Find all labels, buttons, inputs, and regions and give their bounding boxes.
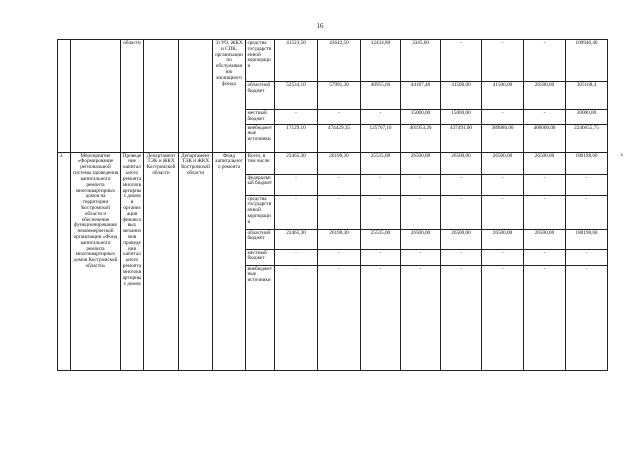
- cell-value: 26500,00: [401, 152, 441, 174]
- cell-value: 26500,00: [524, 152, 566, 174]
- cell-value: -: [318, 249, 361, 265]
- cell-value: -: [482, 195, 524, 229]
- cell-responsible: [179, 40, 213, 153]
- cell-extra: [608, 40, 636, 153]
- cell-value: -: [318, 195, 361, 229]
- cell-value: 26500,00: [524, 229, 566, 249]
- cell-value: 26500,00: [524, 82, 566, 110]
- cell-value: 52534,10: [275, 82, 318, 110]
- cell-value: -: [361, 110, 401, 125]
- cell-value: -: [275, 110, 318, 125]
- cell-coexecutor: Департамент ТЭК и ЖКХ Костромской области: [144, 152, 179, 370]
- cell-value: -: [524, 265, 566, 370]
- cell-value: 25535,00: [361, 152, 401, 174]
- cell-no: [58, 40, 71, 153]
- cell-value: 401953,20: [401, 124, 441, 152]
- cell-value: -: [482, 110, 524, 125]
- cell-value: -: [441, 195, 482, 229]
- cell-value: 437491,00: [441, 124, 482, 152]
- cell-value: 15000,00: [441, 110, 482, 125]
- cell-value: -: [275, 195, 318, 229]
- cell-source: федеральный бюджет: [246, 174, 275, 195]
- cell-value: -: [318, 110, 361, 125]
- cell-value: 26198,30: [318, 152, 361, 174]
- cell-value: 26500,00: [482, 152, 524, 174]
- cell-value: -: [566, 195, 608, 229]
- cell-value: -: [318, 265, 361, 370]
- cell-value: 44187,40: [401, 82, 441, 110]
- cell-value: -: [441, 40, 482, 82]
- cell-source: Всего, в том числе:: [246, 152, 275, 174]
- cell-value: 180198,60: [566, 229, 608, 249]
- cell-value: 180198,60: [566, 152, 608, 174]
- cell-value: -: [275, 249, 318, 265]
- cell-source: внебюджетные источники: [246, 265, 275, 370]
- cell-value: -: [441, 265, 482, 370]
- cell-value: 22465,30: [275, 229, 318, 249]
- cell-value: -: [524, 110, 566, 125]
- cell-value: 100946,40: [566, 40, 608, 82]
- cell-source: средства государственной корпорации: [246, 195, 275, 229]
- cell-target: 3) УО, ЖКХ и СПК, организации по обслуживанию жилищного фонда: [213, 40, 246, 153]
- cell-value: -: [566, 265, 608, 370]
- cell-extra: х: [620, 152, 624, 159]
- cell-value: -: [524, 40, 566, 82]
- cell-value: 389886,00: [482, 124, 524, 152]
- cell-value: -: [318, 174, 361, 195]
- cell-target: Фонд капитального ремонта: [213, 152, 246, 370]
- cell-value: 22465,30: [275, 152, 318, 174]
- cell-no: 3.: [58, 152, 71, 370]
- cell-value: 474429,35: [318, 124, 361, 152]
- cell-value: 41523,50: [275, 40, 318, 82]
- cell-value: 41500,00: [441, 82, 482, 110]
- cell-value: 26500,00: [441, 152, 482, 174]
- cell-value: 57991,30: [318, 82, 361, 110]
- cell-value: 17129,10: [275, 124, 318, 152]
- cell-value: 125767,10: [361, 124, 401, 152]
- cell-value: 305168,4: [566, 82, 608, 110]
- budget-table: [57, 39, 636, 371]
- cell-value: 41500,00: [482, 82, 524, 110]
- cell-value: -: [524, 174, 566, 195]
- table-row: [58, 152, 636, 174]
- cell-value: -: [361, 249, 401, 265]
- page-number: 16: [316, 22, 324, 30]
- cell-value: 25535,00: [361, 229, 401, 249]
- cell-value: 15000,00: [401, 110, 441, 125]
- cell-executor: области: [121, 40, 144, 153]
- cell-value: -: [361, 195, 401, 229]
- cell-value: 26500,00: [441, 229, 482, 249]
- cell-value: 3345,60: [401, 40, 441, 82]
- cell-value: -: [482, 174, 524, 195]
- cell-value: 30000,00: [566, 110, 608, 125]
- cell-value: -: [401, 195, 441, 229]
- cell-value: -: [482, 265, 524, 370]
- cell-value: -: [566, 174, 608, 195]
- cell-value: -: [361, 265, 401, 370]
- cell-value: -: [441, 249, 482, 265]
- cell-value: -: [524, 195, 566, 229]
- cell-value: 26500,00: [482, 229, 524, 249]
- cell-value: -: [441, 174, 482, 195]
- cell-responsible: Департамент ТЭК и ЖКХ Костромской области: [179, 152, 213, 370]
- cell-value: -: [275, 265, 318, 370]
- cell-source: средства государственной корпорации: [246, 40, 275, 82]
- cell-value: 43642,50: [318, 40, 361, 82]
- cell-source: областной бюджет: [246, 82, 275, 110]
- cell-value: -: [482, 249, 524, 265]
- cell-source: местный бюджет: [246, 110, 275, 125]
- cell-source: областной бюджет: [246, 229, 275, 249]
- cell-executor: Проведение капитального ремонта многоквартирных домов и организация финансовых механизмов проведения капитального ремонта многоквартирных домов: [121, 152, 144, 370]
- cell-value: 40955,60: [361, 82, 401, 110]
- table-row: [58, 40, 636, 82]
- cell-value: 26198,30: [318, 229, 361, 249]
- cell-value: -: [401, 174, 441, 195]
- cell-name: Мероприятие «Формирование региональной системы проведения капитального ремонта многоквартирных домов на территории Костромской области и обеспечение функционирования некоммерческой организации «Фонд капитального ремонта многоквартирных домов Костромской области»: [71, 152, 121, 370]
- cell-source: местный бюджет: [246, 249, 275, 265]
- cell-value: -: [401, 249, 441, 265]
- cell-name: [71, 40, 121, 153]
- cell-source: внебюджетные источники: [246, 124, 275, 152]
- cell-value: -: [275, 174, 318, 195]
- cell-value: -: [401, 265, 441, 370]
- cell-value: 26500,00: [401, 229, 441, 249]
- cell-value: 12434,80: [361, 40, 401, 82]
- cell-value: 2246655,75: [566, 124, 608, 152]
- cell-value: -: [524, 249, 566, 265]
- cell-value: -: [482, 40, 524, 82]
- cell-coexecutor: [144, 40, 179, 153]
- cell-value: 400000,00: [524, 124, 566, 152]
- cell-value: -: [361, 174, 401, 195]
- cell-value: -: [566, 249, 608, 265]
